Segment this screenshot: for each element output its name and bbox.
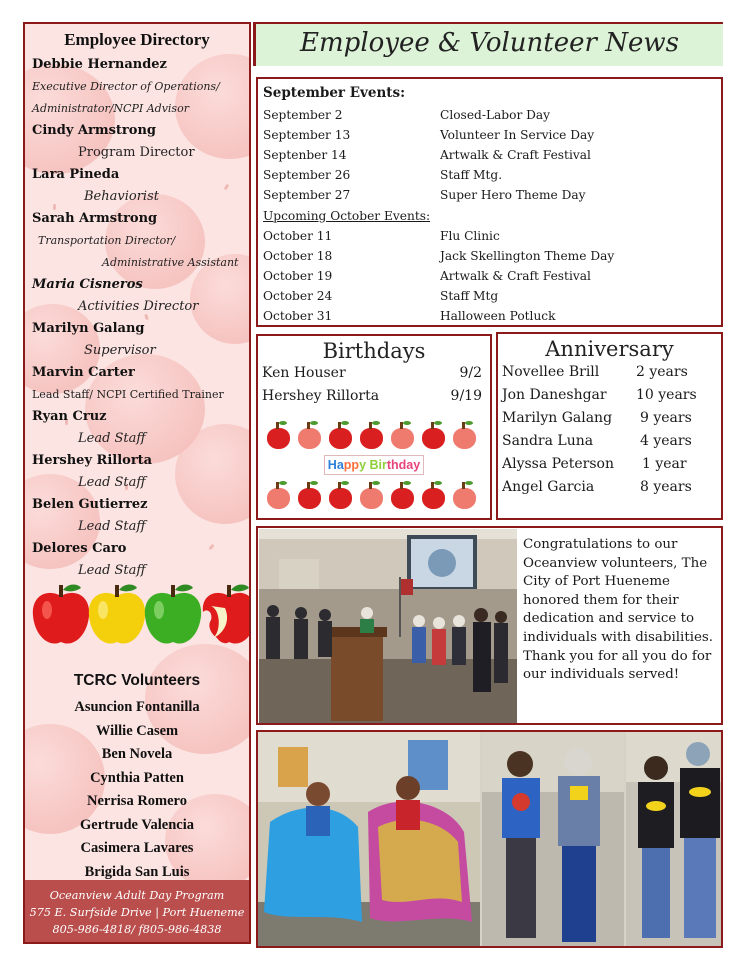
newsletter-title: Employee & Volunteer News [300, 28, 679, 58]
employee-role: Executive Director of Operations/ [32, 80, 220, 93]
event-row [263, 188, 718, 208]
volunteer-name: Willie Casem [95, 722, 179, 739]
event-name: Volunteer In Service Day [440, 128, 595, 142]
volunteers-title: TCRC Volunteers [73, 672, 201, 689]
red-apple-icon [33, 585, 89, 644]
employee-name: Maria Cisneros [32, 277, 143, 292]
event-row [263, 229, 718, 249]
bitten-apple-icon [203, 585, 251, 644]
event-date: October 24 [263, 289, 333, 303]
award-ceremony-photo [259, 529, 517, 723]
birthday-row [262, 388, 484, 404]
employee-name: Marvin Carter [32, 365, 135, 380]
event-row [263, 168, 718, 188]
employee-role: Lead Staff [78, 563, 146, 578]
banner-text-part: pp [343, 458, 360, 472]
banner-text-part: thday [386, 458, 421, 472]
event-date: October 19 [263, 269, 333, 283]
employee-role: Administrative Assistant [102, 256, 239, 269]
happy-birthday-banner [261, 414, 487, 514]
congratulations-message: Congratulations to our Oceanview volunteers, The City of Port Hueneme honored them for their dedication and service to individuals with disabilities. Thank you for all you do for our individuals served! [523, 537, 714, 683]
employee-name: Sarah Armstrong [32, 211, 158, 226]
anniversary-years: 9 years [640, 410, 692, 426]
employee-name: Marilyn Galang [32, 321, 145, 336]
birthday-date: 9/2 [459, 365, 482, 381]
employee-entry [32, 164, 250, 208]
employee-entry [32, 318, 250, 362]
event-row [263, 309, 718, 329]
anniversary-row [502, 433, 717, 449]
footer-address: 575 E. Surfside Drive | Port Hueneme [29, 906, 245, 919]
employee-name: Lara Pineda [32, 167, 120, 182]
employee-role: Behaviorist [84, 189, 159, 204]
event-row [263, 249, 718, 269]
employee-entry [32, 450, 250, 494]
anniversary-name: Marilyn Galang [502, 410, 613, 426]
event-row [263, 289, 718, 309]
anniversary-years: 4 years [640, 433, 692, 449]
superhero-day-photo-collage [256, 730, 723, 948]
event-name: Artwalk & Craft Festival [440, 269, 591, 283]
employee-name: Debbie Hernandez [32, 57, 167, 72]
event-date: September 2 [263, 108, 343, 122]
volunteer-name: Nerrisa Romero [87, 793, 187, 809]
anniversary-panel [496, 332, 723, 520]
green-apple-icon [145, 585, 201, 644]
event-name: Staff Mtg. [440, 168, 503, 182]
anniversary-row [502, 410, 717, 426]
anniversary-years: 10 years [636, 387, 697, 403]
anniversary-name: Jon Daneshgar [502, 387, 607, 403]
event-row [263, 108, 718, 128]
employee-entry [32, 538, 250, 582]
event-name: Flu Clinic [440, 229, 500, 243]
anniversary-name: Novellee Brill [502, 364, 600, 380]
employee-directory-sidebar [23, 22, 251, 944]
directory-title: Employee Directory [64, 30, 210, 49]
birthday-row [262, 365, 484, 381]
footer-phone: 805-986-4818/ f805-986-4838 [52, 923, 222, 936]
superhero-photos [258, 732, 723, 948]
banner-text-part: y Bir [359, 458, 387, 472]
employee-name: Cindy Armstrong [32, 123, 156, 138]
event-date: October 18 [263, 249, 333, 263]
employee-role: Program Director [78, 145, 195, 160]
happy-birthday-text [324, 455, 424, 475]
anniversary-years: 1 year [642, 456, 687, 472]
anniversary-title: Anniversary [545, 337, 674, 361]
employee-role: Lead Staff [78, 431, 146, 446]
anniversary-name: Angel Garcia [502, 479, 595, 495]
footer-org: Oceanview Adult Day Program [49, 889, 225, 902]
employee-name: Ryan Cruz [32, 409, 107, 424]
program-footer [25, 880, 249, 942]
upcoming-events-heading: Upcoming October Events: [263, 209, 431, 223]
september-events-heading: September Events: [263, 85, 406, 101]
event-name: Super Hero Theme Day [440, 188, 586, 202]
employee-name: Delores Caro [32, 541, 127, 556]
events-panel [256, 77, 723, 327]
employee-role: Lead Staff [78, 475, 146, 490]
event-row [263, 148, 718, 168]
event-date: Septenber 14 [263, 148, 347, 162]
volunteer-name: Ben Novela [101, 746, 173, 762]
volunteer-name: Casimera Lavares [80, 840, 194, 856]
event-name: Halloween Potluck [440, 309, 556, 323]
employee-entry [32, 274, 250, 318]
employee-entry [32, 120, 250, 164]
anniversary-row [502, 456, 717, 472]
volunteer-name: Asuncion Fontanilla [74, 699, 200, 715]
employee-entry [32, 362, 250, 406]
yellow-apple-icon [89, 585, 145, 644]
employee-role: Administrator/NCPI Advisor [32, 102, 189, 115]
newsletter-header [253, 22, 723, 66]
event-date: September 27 [263, 188, 351, 202]
employee-role: Activities Director [78, 299, 199, 314]
event-date: October 31 [263, 309, 333, 323]
birthdays-title: Birthdays [322, 339, 426, 363]
event-name: Staff Mtg [440, 289, 499, 303]
volunteer-list [25, 696, 249, 884]
employee-name: Hershey Rillorta [32, 453, 153, 468]
employee-name: Belen Gutierrez [32, 497, 148, 512]
employee-role: Lead Staff [78, 519, 146, 534]
event-name: Artwalk & Craft Festival [440, 148, 591, 162]
event-row [263, 269, 718, 289]
employee-entry [32, 208, 250, 274]
anniversary-years: 2 years [636, 364, 688, 380]
employee-role: Transportation Director/ [38, 234, 176, 247]
volunteer-award-section [256, 526, 723, 725]
anniversary-name: Alyssa Peterson [502, 456, 614, 472]
employee-entry [32, 406, 250, 450]
anniversary-row [502, 387, 717, 403]
employee-list [32, 54, 250, 582]
birthdays-panel [256, 334, 492, 520]
event-date: September 13 [263, 128, 351, 142]
banner-text-part: Ha [327, 458, 344, 472]
anniversary-row [502, 364, 717, 380]
event-date: September 26 [263, 168, 351, 182]
anniversary-years: 8 years [640, 479, 692, 495]
event-date: October 11 [263, 229, 333, 243]
volunteer-name: Brigida San Luis [84, 863, 190, 880]
apple-row-illustration [29, 582, 251, 652]
event-row [263, 128, 718, 148]
birthday-name: Ken Houser [262, 365, 346, 381]
employee-role: Lead Staff/ NCPI Certified Trainer [32, 388, 224, 401]
event-name: Closed-Labor Day [440, 108, 551, 122]
event-name: Jack Skellington Theme Day [440, 249, 615, 263]
anniversary-row [502, 479, 717, 495]
volunteer-name: Gertrude Valencia [80, 816, 194, 833]
birthday-date: 9/19 [450, 388, 482, 404]
birthday-name: Hershey Rillorta [262, 388, 380, 404]
anniversary-name: Sandra Luna [502, 433, 594, 449]
employee-entry [32, 54, 250, 120]
employee-entry [32, 494, 250, 538]
employee-role: Supervisor [84, 343, 156, 358]
volunteer-name: Cynthia Patten [90, 769, 184, 786]
